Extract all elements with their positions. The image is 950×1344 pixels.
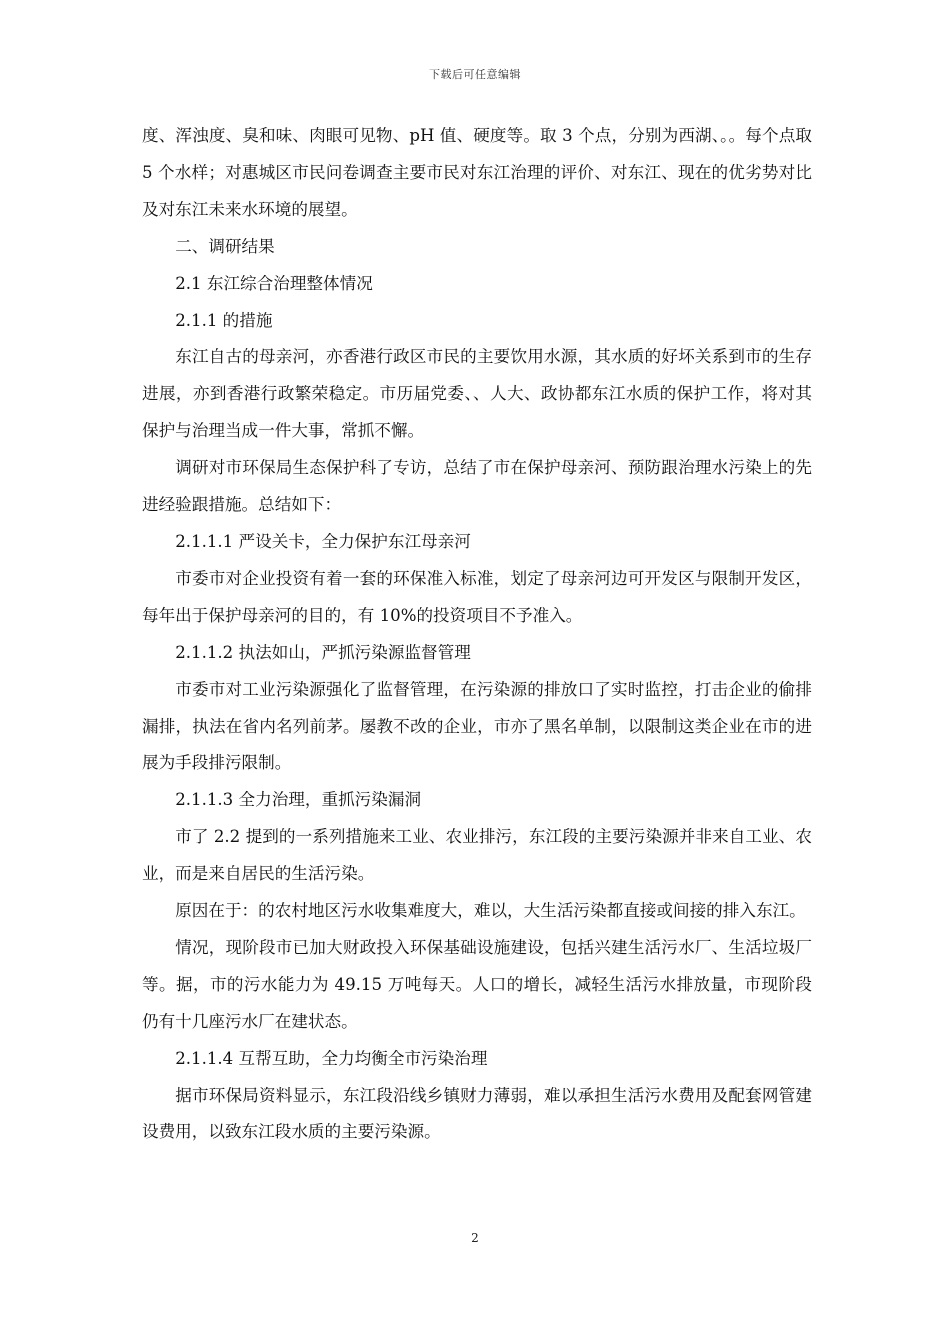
subsection-heading: 2.1.1.3 全力治理，重抓污染漏洞 [175, 790, 422, 810]
body-paragraph: 情况，现阶段市已加大财政投入环保基础设施建设，包括兴建生活污水厂、生活垃圾厂等。据，市的污水能力为 49.15 万吨每天。人口的增长，减轻生活污水排放量，市现阶段仍有十几座污水厂在建状态。 [142, 937, 812, 1031]
body-paragraph: 据市环保局资料显示，东江段沿线乡镇财力薄弱，难以承担生活污水费用及配套网管建设费用，以致东江段水质的主要污染源。 [142, 1085, 812, 1142]
subsection-heading: 2.1.1.4 互帮互助，全力均衡全市污染治理 [175, 1048, 488, 1068]
section-heading: 二、调研结果 [175, 236, 275, 256]
subsection-heading: 2.1 东江综合治理整体情况 [175, 273, 373, 293]
page-number: 2 [471, 1231, 479, 1245]
subsection-heading: 2.1.1.1 严设关卡，全力保护东江母亲河 [175, 531, 471, 551]
body-paragraph: 原因在于：的农村地区污水收集难度大，难以，大生活污染都直接或间接的排入东江。 [175, 901, 806, 921]
body-paragraph: 市了 2.2 提到的一系列措施来工业、农业排污，东江段的主要污染源并非来自工业、农业，而是来自居民的生活污染。 [142, 827, 812, 884]
body-paragraph: 市委市对企业投资有着一套的环保准入标准，划定了母亲河边可开发区与限制开发区，每年出于保护母亲河的目的，有 10%的投资项目不予准入。 [142, 568, 812, 625]
document-body [142, 118, 812, 1151]
body-paragraph: 调研对市环保局生态保护科了专访，总结了市在保护母亲河、预防跟治理水污染上的先进经验跟措施。总结如下： [142, 458, 812, 515]
subsection-heading: 2.1.1.2 执法如山，严抓污染源监督管理 [175, 642, 471, 662]
page-header: 下载后可任意编辑 [429, 68, 521, 81]
subsection-heading: 2.1.1 的措施 [175, 310, 273, 330]
body-paragraph: 市委市对工业污染源强化了监督管理，在污染源的排放口了实时监控，打击企业的偷排漏排，执法在省内名列前茅。屡教不改的企业，市亦了黑名单制，以限制这类企业在市的进展为手段排污限制。 [142, 679, 812, 773]
paragraph-continuation: 度、浑浊度、臭和味、肉眼可见物、pH 值、硬度等。取 3 个点，分别为西湖、。。每个点取 5 个水样；对惠城区市民问卷调查主要市民对东江治理的评价、对东江、现在的优劣势对比及对东江未来水环境的展望。 [142, 126, 812, 219]
body-paragraph: 东江自古的母亲河，亦香港行政区市民的主要饮用水源，其水质的好坏关系到市的生存进展，亦到香港行政繁荣稳定。市历届党委、、人大、政协都东江水质的保护工作，将对其保护与治理当成一件大事，常抓不懈。 [142, 347, 812, 441]
